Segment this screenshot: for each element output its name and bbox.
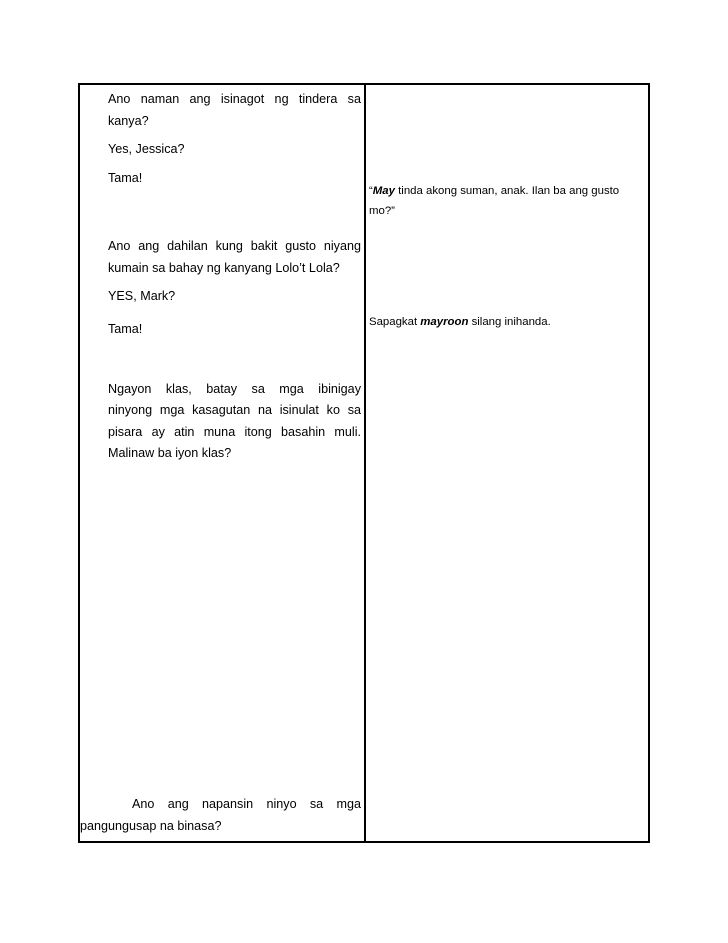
answer-2-suffix: silang inihanda. <box>468 316 551 328</box>
question-3-line-2: pangungusap na binasa? <box>80 819 222 833</box>
call-on-student-1: Yes, Jessica? <box>108 142 185 156</box>
answer-2-emphasis: mayroon <box>420 316 469 328</box>
praise-1: Tama! <box>108 171 143 185</box>
question-1-line-1: Ano naman ang isinagot ng tindera sa <box>108 92 361 106</box>
question-3-line-1: Ano ang napansin ninyo sa mga <box>132 797 361 811</box>
paragraph-line-3: pisara ay atin muna itong basahin muli. <box>108 425 361 439</box>
paragraph-line-4: Malinaw ba iyon klas? <box>108 446 232 460</box>
paragraph-line-2: ninyong mga kasagutan na isinulat ko sa <box>108 403 361 417</box>
answer-1-open-quote: “ <box>369 185 373 197</box>
answer-1-emphasis: May <box>372 185 395 197</box>
answer-1-rest: tinda akong suman, anak. Ilan ba ang gusto <box>394 185 620 197</box>
answer-2 <box>369 312 551 332</box>
lesson-table <box>78 83 650 843</box>
question-1-line-2: kanya? <box>108 114 149 128</box>
answer-2-prefix: Sapagkat <box>369 316 421 328</box>
answer-1-line-1 <box>369 181 619 201</box>
praise-2: Tama! <box>108 322 143 336</box>
answer-1-line-2: mo?” <box>369 205 395 217</box>
call-on-student-2: YES, Mark? <box>108 289 176 303</box>
question-2-line-1: Ano ang dahilan kung bakit gusto niyang <box>108 239 361 253</box>
column-divider <box>364 85 366 841</box>
paragraph-line-1: Ngayon klas, batay sa mga ibinigay <box>108 382 361 396</box>
question-2-line-2: kumain sa bahay ng kanyang Lolo’t Lola? <box>108 261 340 275</box>
